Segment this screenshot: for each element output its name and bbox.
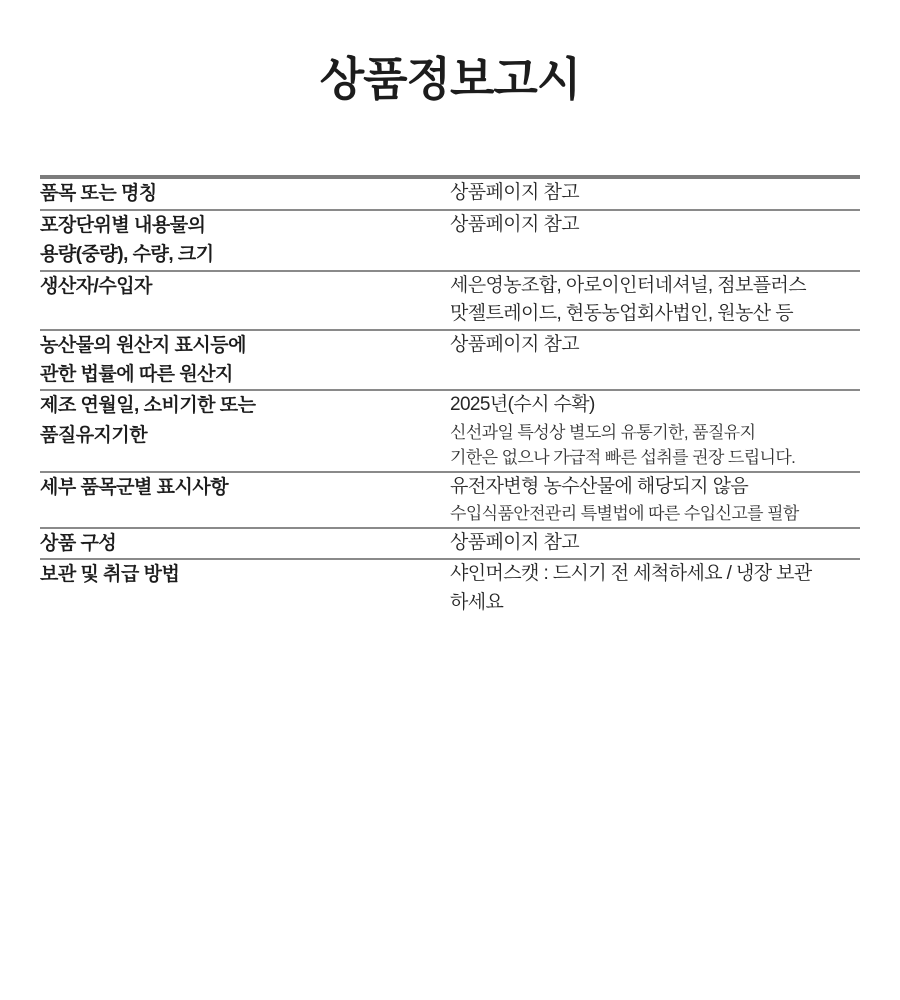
table-row (40, 529, 860, 558)
row-value-subline: 수입식품안전관리 특별법에 따른 수입신고를 필함 (450, 504, 799, 524)
table-row (40, 211, 860, 270)
row-label: 세부 품목군별 표시사항 (40, 476, 229, 498)
row-value-line: 하세요 (450, 591, 504, 613)
row-value (450, 560, 860, 617)
row-label: 포장단위별 내용물의 용량(중량), 수량, 크기 (40, 214, 214, 266)
product-info-table (40, 175, 860, 617)
table-row (40, 179, 860, 208)
row-value-line: 상품페이지 참고 (450, 531, 579, 553)
row-value (450, 179, 860, 208)
row-value (450, 272, 860, 329)
row-value (450, 391, 860, 471)
row-label: 상품 구성 (40, 532, 117, 554)
table-row (40, 272, 860, 329)
row-value (450, 473, 860, 527)
row-value (450, 529, 860, 558)
product-info-table-body (40, 175, 860, 617)
row-value-line: 상품페이지 참고 (450, 182, 579, 204)
row-value-line: 2025년(수시 수확) (450, 394, 595, 416)
product-info-table-wrapper (40, 107, 860, 617)
row-value-subline: 기한은 없으나 가급적 빠른 섭취를 권장 드립니다. (450, 448, 796, 468)
table-row (40, 473, 860, 527)
row-label: 제조 연월일, 소비기한 또는 품질유지기한 (40, 395, 256, 446)
row-value-line: 상품페이지 참고 (450, 213, 579, 235)
row-label: 품목 또는 명칭 (40, 183, 157, 205)
row-value-line: 유전자변형 농수산물에 해당되지 않음 (450, 475, 749, 497)
row-label: 생산자/수입자 (40, 275, 152, 297)
row-value-line: 샤인머스캣 : 드시기 전 세척하세요 / 냉장 보관 (450, 563, 812, 585)
page-title: 상품정보고시 (319, 53, 581, 105)
row-value-subline: 신선과일 특성상 별도의 유통기한, 품질유지 (450, 422, 756, 442)
row-value-line: 맛젤트레이드, 현동농업회사법인, 원농산 등 (450, 303, 793, 324)
row-label: 보관 및 취급 방법 (40, 564, 180, 586)
row-value-line: 상품페이지 참고 (450, 333, 579, 355)
row-value (450, 211, 860, 270)
row-label: 농산물의 원산지 표시등에 관한 법률에 따른 원산지 (40, 334, 246, 385)
row-value (450, 331, 860, 390)
table-row (40, 331, 860, 390)
table-row (40, 560, 860, 617)
row-value-line: 세은영농조합, 아로이인터네셔널, 점보플러스 (450, 274, 807, 296)
table-row (40, 391, 860, 471)
